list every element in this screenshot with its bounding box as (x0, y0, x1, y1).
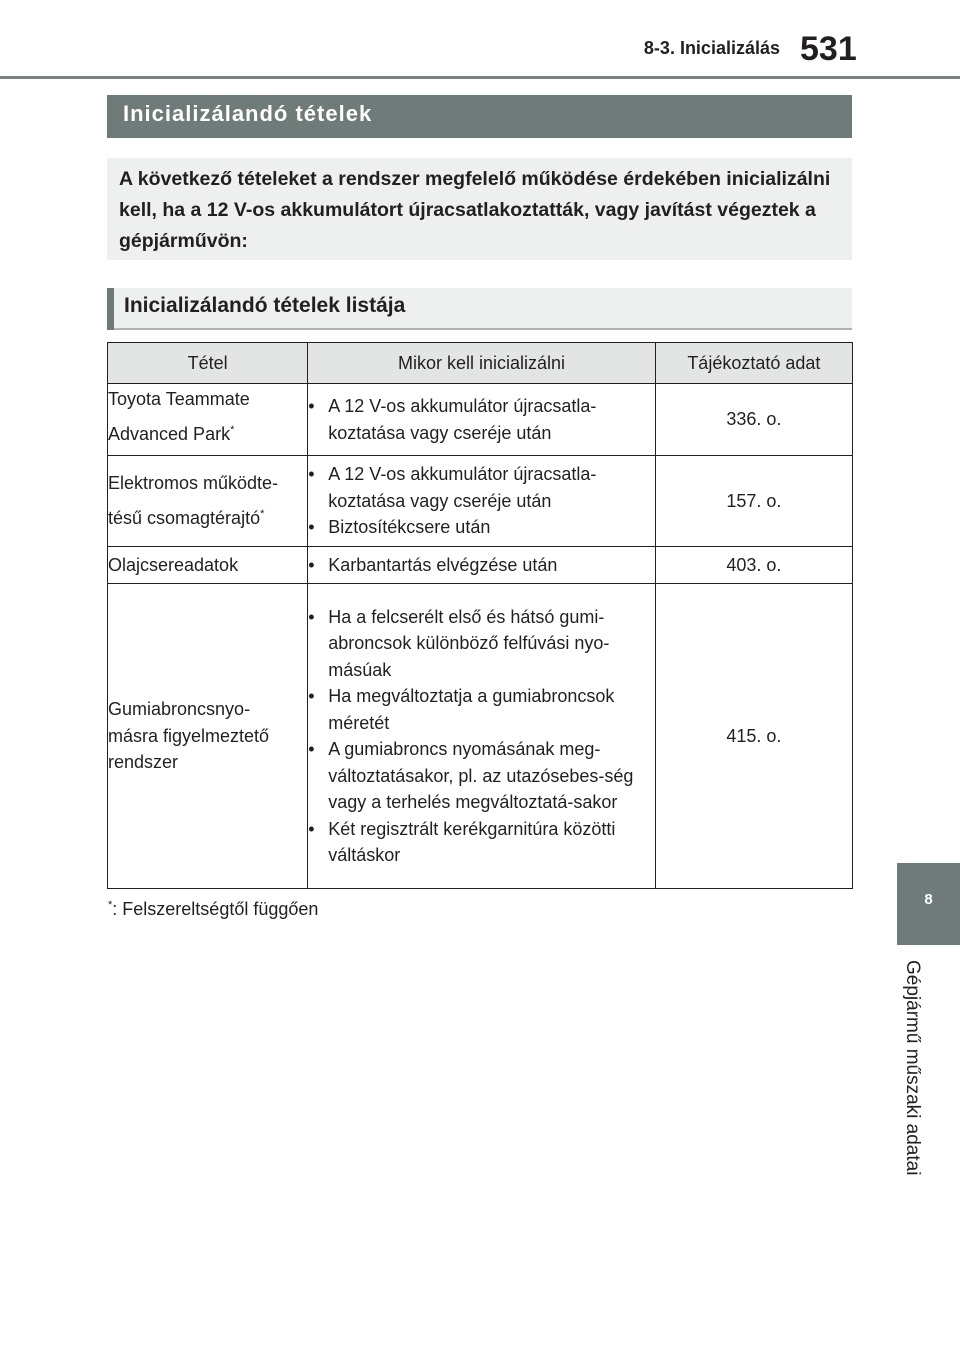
list-item-text: A 12 V-os akkumulátor újracsatla-koztatása vagy cseréje után (328, 396, 597, 443)
column-header-when: Mikor kell inicializálni (308, 343, 655, 384)
when-cell (308, 456, 655, 547)
item-cell (108, 456, 308, 547)
footnote-mark: * (108, 899, 113, 911)
list-item (308, 736, 654, 816)
list-item (308, 683, 654, 736)
table-row (108, 384, 853, 456)
list-item (308, 514, 654, 541)
reference-cell: 336. o. (655, 384, 852, 456)
subtitle-accent (107, 288, 114, 330)
footnote-mark: * (260, 508, 265, 520)
list-item (308, 461, 654, 514)
item-cell (108, 384, 308, 456)
list-item-text: Karbantartás elvégzése után (328, 554, 558, 575)
bullet-icon: • (308, 396, 315, 416)
item-text: rendszer (108, 752, 179, 773)
bullet-icon: • (308, 554, 315, 575)
item-text: tésű csomagtérajtó (108, 508, 261, 528)
bullet-icon: • (308, 686, 315, 706)
list-item (308, 552, 654, 579)
item-text: Toyota Teammate (108, 389, 250, 409)
reference-cell: 415. o. (655, 584, 852, 889)
footnote (108, 899, 318, 920)
subtitle-bar (107, 288, 852, 330)
list-item-text: Biztosítékcsere után (328, 517, 491, 538)
item-text: Gumiabroncsnyo- (108, 699, 251, 720)
reference-cell: 403. o. (655, 547, 852, 584)
list-item (308, 604, 654, 684)
list-item-text: A 12 V-os akkumulátor újracsatla-koztatása vagy cseréje után (328, 464, 597, 511)
item-text: Elektromos működte- (108, 473, 279, 493)
bullet-icon: • (308, 517, 315, 538)
item-text: másra figyelmeztető (108, 725, 270, 746)
page-title: Inicializálandó tételek (123, 101, 373, 126)
reference-cell: 157. o. (655, 456, 852, 547)
list-item-text: A gumiabroncs nyomásának meg-változtatásakor, pl. az utazósebes-ség vagy a terhelés megváltoztatá-sakor (328, 739, 634, 812)
list-item-text: Ha a felcserélt első és hátsó gumi-abroncsok különböző felfúvási nyo-másúak (328, 606, 610, 680)
chapter-number: 8 (924, 891, 933, 908)
footnote-text: : Felszereltségtől függően (112, 899, 319, 919)
footnote-mark: * (230, 424, 235, 436)
chapter-label-text: Gépjármű műszaki adatai (902, 960, 923, 1176)
chapter-label (895, 960, 935, 1210)
list-item-text: Két regisztrált kerékgarnitúra közötti váltáskor (328, 818, 616, 865)
bullet-icon: • (308, 464, 315, 485)
list-item-text: Ha megváltoztatja a gumiabroncsok méretét (328, 686, 615, 733)
items-table (107, 342, 853, 889)
when-cell (308, 547, 655, 584)
table-row (108, 456, 853, 547)
item-text: Advanced Park (108, 424, 231, 444)
list-item (308, 393, 654, 446)
intro-text: A következő tételeket a rendszer megfelelő működése érdekében inicializálni kell, ha a 12 V-os akkumulátort újracsatlakoztatták, vagy javítást végeztek a gépjárművön: (119, 168, 831, 252)
item-cell (108, 547, 308, 584)
intro-box (107, 158, 852, 260)
header-rule (0, 76, 960, 79)
title-bar (107, 95, 852, 138)
table-header-row (108, 343, 853, 384)
page-number: 531 (800, 30, 857, 68)
section-header: 8-3. Inicializálás (643, 38, 780, 58)
column-header-ref: Tájékoztató adat (655, 343, 852, 384)
table-row (108, 584, 853, 889)
column-header-item: Tétel (108, 343, 308, 384)
table-row (108, 547, 853, 584)
when-cell (308, 384, 655, 456)
item-cell (108, 584, 308, 889)
bullet-icon: • (308, 818, 315, 839)
list-item (308, 816, 654, 869)
chapter-tab (897, 863, 960, 945)
bullet-icon: • (308, 739, 315, 759)
subtitle: Inicializálandó tételek listája (124, 294, 406, 317)
when-cell (308, 584, 655, 889)
item-text: Olajcsereadatok (108, 554, 239, 575)
bullet-icon: • (308, 606, 315, 627)
